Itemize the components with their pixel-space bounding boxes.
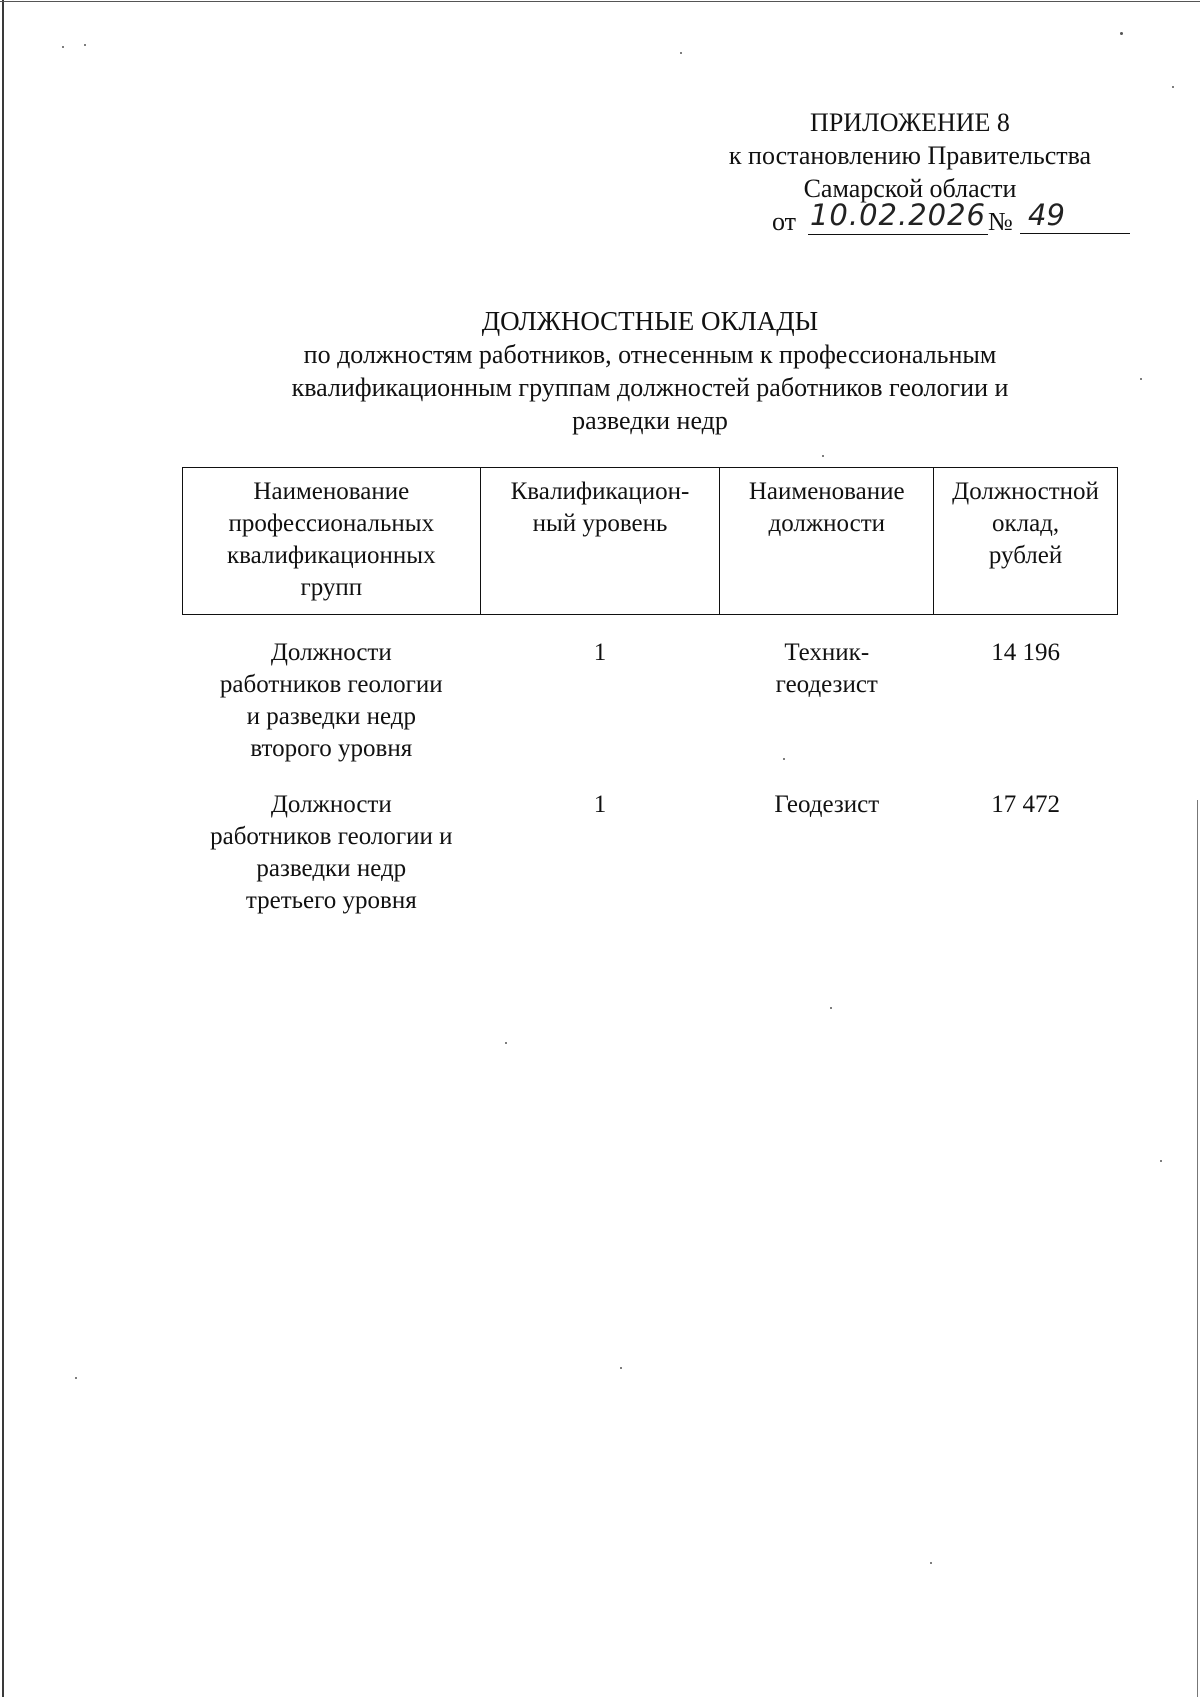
appendix-number: ПРИЛОЖЕНИЕ 8 <box>810 108 1010 137</box>
appendix-region: Самарской области <box>803 174 1017 203</box>
scan-speck <box>75 1377 77 1379</box>
cell-position-line: геодезист <box>775 671 878 698</box>
header-level <box>480 468 720 615</box>
scan-speck <box>84 44 86 46</box>
decree-date-line <box>772 198 1132 238</box>
header-salary <box>934 468 1118 615</box>
cell-position <box>720 789 934 917</box>
cell-group <box>183 789 481 917</box>
table-header-row <box>183 468 1118 615</box>
scan-speck <box>1172 86 1174 88</box>
cell-group-line: разведки недр <box>256 854 407 882</box>
table-row <box>183 615 1118 789</box>
scan-speck <box>505 1042 507 1044</box>
table-row <box>183 789 1118 917</box>
scan-speck <box>930 1562 932 1564</box>
document-title <box>210 305 1090 437</box>
scan-speck <box>620 1367 622 1369</box>
scan-speck <box>1140 378 1142 380</box>
cell-position <box>720 615 934 789</box>
decree-number: 49 <box>1020 199 1130 234</box>
cell-level: 1 <box>593 639 607 666</box>
page-edge-top <box>0 1 1200 2</box>
cell-group-line: Должности <box>270 639 392 666</box>
header-level-line: Квалификацион- <box>510 478 690 505</box>
appendix-header <box>690 106 1130 246</box>
cell-group-line: работников геологии <box>219 671 443 698</box>
cell-group-line: работников геологии и <box>210 822 453 850</box>
title-line-1: по должностям работников, отнесенным к профессиональным <box>303 340 997 369</box>
header-salary-line: оклад, <box>991 510 1060 537</box>
scan-speck <box>1160 1160 1162 1162</box>
cell-position-line: Геодезист <box>774 790 880 818</box>
cell-group-line: и разведки недр <box>246 703 416 730</box>
header-group <box>183 468 481 615</box>
header-position-line: Наименование <box>748 478 905 505</box>
header-group-line: Наименование <box>253 478 410 505</box>
from-label: от <box>772 207 797 236</box>
cell-group <box>183 615 481 789</box>
cell-group-line: Должности <box>270 790 392 818</box>
scan-speck <box>822 455 824 457</box>
cell-level: 1 <box>593 790 607 818</box>
header-group-line: групп <box>300 574 363 601</box>
title-line-3: разведки недр <box>572 406 728 435</box>
scan-speck <box>830 1007 832 1009</box>
page-edge-right <box>1197 800 1198 1697</box>
decree-date: 10.02.2026 <box>808 199 988 235</box>
scan-speck <box>62 46 64 48</box>
number-label: № <box>988 207 1013 236</box>
header-salary-line: рублей <box>988 542 1063 569</box>
title-line-2: квалификационным группам должностей работников геологии и <box>291 373 1009 402</box>
cell-position-line: Техник- <box>784 639 870 666</box>
header-level-line: ный уровень <box>532 510 668 537</box>
header-group-line: квалификационных <box>227 542 436 569</box>
header-position-line: должности <box>768 510 886 537</box>
scan-speck <box>1120 32 1123 35</box>
scan-speck <box>680 52 682 54</box>
cell-salary: 14 196 <box>991 639 1060 666</box>
header-salary-line: Должностной <box>952 478 1099 505</box>
cell-salary: 17 472 <box>991 790 1060 818</box>
cell-group-line: второго уровня <box>250 735 413 762</box>
title-main: ДОЛЖНОСТНЫЕ ОКЛАДЫ <box>481 306 819 336</box>
header-group-line: профессиональных <box>228 510 435 537</box>
header-position <box>720 468 934 615</box>
salary-table <box>182 467 1118 917</box>
cell-group-line: третьего уровня <box>245 886 417 914</box>
page-edge-left <box>2 0 4 1697</box>
appendix-reference: к постановлению Правительства <box>728 141 1092 170</box>
